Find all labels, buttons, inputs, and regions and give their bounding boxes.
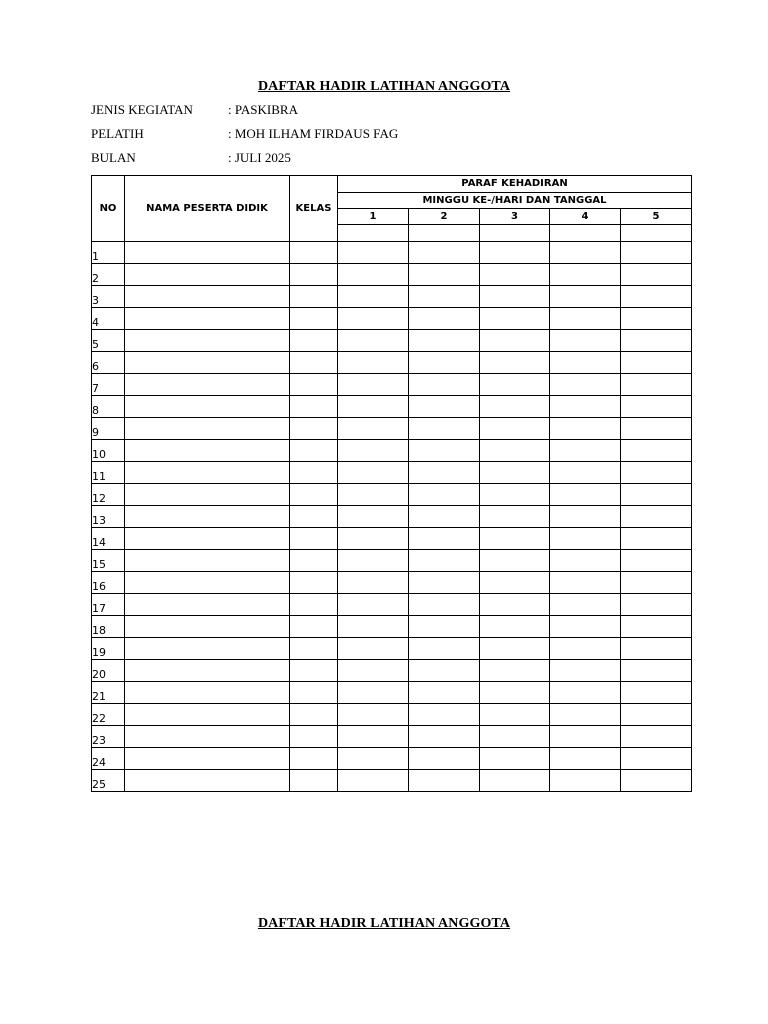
paraf-cell[interactable] [480,594,550,616]
kelas-cell[interactable] [290,308,338,330]
info-label: JENIS KEGIATAN [91,102,193,117]
paraf-cell[interactable] [409,440,480,462]
paraf-cell[interactable] [480,374,550,396]
paraf-cell[interactable] [621,308,692,330]
header-week: 1 [338,209,409,225]
kelas-cell[interactable] [290,418,338,440]
paraf-cell[interactable] [409,506,480,528]
paraf-cell[interactable] [550,704,621,726]
header-date-cell[interactable] [409,225,480,242]
row-number: 23 [92,726,125,748]
header-week: 5 [621,209,692,225]
paraf-cell[interactable] [338,242,409,264]
paraf-cell[interactable] [338,528,409,550]
table-row [92,572,692,594]
paraf-cell[interactable] [409,682,480,704]
info-value: : MOH ILHAM FIRDAUS FAG [228,126,399,141]
table-row [92,682,692,704]
paraf-cell[interactable] [409,242,480,264]
paraf-cell[interactable] [480,264,550,286]
row-number: 22 [92,704,125,726]
kelas-cell[interactable] [290,352,338,374]
paraf-cell[interactable] [480,440,550,462]
row-number: 5 [92,330,125,352]
kelas-cell[interactable] [290,594,338,616]
header-date-cell[interactable] [550,225,621,242]
paraf-cell[interactable] [550,616,621,638]
paraf-cell[interactable] [621,572,692,594]
info-label: PELATIH [91,126,144,141]
row-number: 15 [92,550,125,572]
paraf-cell[interactable] [621,374,692,396]
header-week: 4 [550,209,621,225]
name-cell[interactable] [125,550,290,572]
page-title: DAFTAR HADIR LATIHAN ANGGOTA [257,79,511,94]
name-cell[interactable] [125,396,290,418]
kelas-cell[interactable] [290,374,338,396]
row-number: 7 [92,374,125,396]
row-number: 4 [92,308,125,330]
paraf-cell[interactable] [550,396,621,418]
info-row-pelatih [91,125,591,149]
table-row [92,462,692,484]
table-row [92,242,692,264]
paraf-cell[interactable] [409,462,480,484]
paraf-cell[interactable] [550,330,621,352]
paraf-cell[interactable] [480,242,550,264]
table-row [92,638,692,660]
paraf-cell[interactable] [550,242,621,264]
paraf-cell[interactable] [621,638,692,660]
paraf-cell[interactable] [409,638,480,660]
paraf-cell[interactable] [550,264,621,286]
paraf-cell[interactable] [409,550,480,572]
paraf-cell[interactable] [550,638,621,660]
table-row [92,330,692,352]
header-date-cell[interactable] [480,225,550,242]
header-week: 3 [480,209,550,225]
paraf-cell[interactable] [550,572,621,594]
paraf-cell[interactable] [480,528,550,550]
paraf-cell[interactable] [338,330,409,352]
paraf-cell[interactable] [338,374,409,396]
paraf-cell[interactable] [621,550,692,572]
paraf-cell[interactable] [621,330,692,352]
paraf-cell[interactable] [338,660,409,682]
name-cell[interactable] [125,616,290,638]
table-row [92,396,692,418]
kelas-cell[interactable] [290,550,338,572]
kelas-cell[interactable] [290,506,338,528]
paraf-cell[interactable] [480,572,550,594]
paraf-cell[interactable] [621,264,692,286]
paraf-cell[interactable] [480,462,550,484]
table-row [92,374,692,396]
paraf-cell[interactable] [480,484,550,506]
kelas-cell[interactable] [290,770,338,792]
paraf-cell[interactable] [409,264,480,286]
paraf-cell[interactable] [621,352,692,374]
table-row [92,594,692,616]
table-row [92,770,692,792]
name-cell[interactable] [125,308,290,330]
table-row [92,726,692,748]
table-row [92,440,692,462]
paraf-cell[interactable] [480,308,550,330]
paraf-cell[interactable] [409,330,480,352]
paraf-cell[interactable] [480,704,550,726]
kelas-cell[interactable] [290,726,338,748]
paraf-cell[interactable] [550,440,621,462]
paraf-cell[interactable] [550,308,621,330]
paraf-cell[interactable] [480,418,550,440]
paraf-cell[interactable] [621,594,692,616]
name-cell[interactable] [125,726,290,748]
paraf-cell[interactable] [338,638,409,660]
paraf-cell[interactable] [409,528,480,550]
paraf-cell[interactable] [621,704,692,726]
paraf-cell[interactable] [409,770,480,792]
kelas-cell[interactable] [290,330,338,352]
name-cell[interactable] [125,374,290,396]
name-cell[interactable] [125,594,290,616]
paraf-cell[interactable] [480,286,550,308]
row-number: 2 [92,264,125,286]
info-block [91,101,591,173]
paraf-cell[interactable] [480,682,550,704]
paraf-cell[interactable] [550,682,621,704]
name-cell[interactable] [125,748,290,770]
table-row [92,308,692,330]
name-cell[interactable] [125,286,290,308]
paraf-cell[interactable] [550,726,621,748]
paraf-cell[interactable] [480,352,550,374]
name-cell[interactable] [125,660,290,682]
kelas-cell[interactable] [290,484,338,506]
paraf-cell[interactable] [621,484,692,506]
info-value: : PASKIBRA [228,102,298,117]
kelas-cell[interactable] [290,242,338,264]
paraf-cell[interactable] [621,418,692,440]
table-row [92,550,692,572]
paraf-cell[interactable] [480,616,550,638]
paraf-cell[interactable] [409,484,480,506]
paraf-cell[interactable] [621,748,692,770]
paraf-cell[interactable] [550,462,621,484]
paraf-cell[interactable] [480,396,550,418]
row-number: 16 [92,572,125,594]
header-week: 2 [409,209,480,225]
name-cell[interactable] [125,352,290,374]
row-number: 25 [92,770,125,792]
kelas-cell[interactable] [290,704,338,726]
paraf-cell[interactable] [409,704,480,726]
paraf-cell[interactable] [338,484,409,506]
kelas-cell[interactable] [290,396,338,418]
paraf-cell[interactable] [338,616,409,638]
table-row [92,484,692,506]
paraf-cell[interactable] [409,748,480,770]
paraf-cell[interactable] [338,396,409,418]
attendance-table [91,175,692,792]
header-no: NO [92,176,125,242]
paraf-cell[interactable] [409,660,480,682]
kelas-cell[interactable] [290,682,338,704]
paraf-cell[interactable] [338,704,409,726]
paraf-cell[interactable] [550,374,621,396]
paraf-cell[interactable] [621,462,692,484]
name-cell[interactable] [125,330,290,352]
paraf-cell[interactable] [621,770,692,792]
paraf-cell[interactable] [409,374,480,396]
kelas-cell[interactable] [290,660,338,682]
name-cell[interactable] [125,264,290,286]
paraf-cell[interactable] [338,726,409,748]
header-date-cell[interactable] [621,225,692,242]
row-number: 6 [92,352,125,374]
table-row [92,506,692,528]
paraf-cell[interactable] [480,748,550,770]
header-name: NAMA PESERTA DIDIK [125,176,290,242]
table-row [92,748,692,770]
paraf-cell[interactable] [621,528,692,550]
paraf-cell[interactable] [338,286,409,308]
name-cell[interactable] [125,528,290,550]
row-number: 9 [92,418,125,440]
row-number: 11 [92,462,125,484]
paraf-cell[interactable] [621,682,692,704]
paraf-cell[interactable] [338,748,409,770]
paraf-cell[interactable] [550,550,621,572]
paraf-cell[interactable] [409,396,480,418]
row-number: 1 [92,242,125,264]
paraf-cell[interactable] [480,506,550,528]
kelas-cell[interactable] [290,748,338,770]
paraf-cell[interactable] [550,418,621,440]
kelas-cell[interactable] [290,638,338,660]
info-label: BULAN [91,150,136,165]
row-number: 19 [92,638,125,660]
paraf-cell[interactable] [550,484,621,506]
row-number: 14 [92,528,125,550]
header-minggu: MINGGU KE-/HARI DAN TANGGAL [338,193,692,209]
paraf-cell[interactable] [338,308,409,330]
paraf-cell[interactable] [480,660,550,682]
paraf-cell[interactable] [621,660,692,682]
paraf-cell[interactable] [338,594,409,616]
table-row [92,616,692,638]
info-row-jenis-kegiatan [91,101,591,125]
paraf-cell[interactable] [480,330,550,352]
paraf-cell[interactable] [338,572,409,594]
paraf-cell[interactable] [550,286,621,308]
paraf-cell[interactable] [338,506,409,528]
paraf-cell[interactable] [338,440,409,462]
name-cell[interactable] [125,638,290,660]
paraf-cell[interactable] [621,506,692,528]
paraf-cell[interactable] [409,726,480,748]
row-number: 10 [92,440,125,462]
name-cell[interactable] [125,440,290,462]
page-title-repeat: DAFTAR HADIR LATIHAN ANGGOTA [257,916,511,931]
header-kelas: KELAS [290,176,338,242]
header-date-cell[interactable] [338,225,409,242]
paraf-cell[interactable] [550,594,621,616]
kelas-cell[interactable] [290,528,338,550]
kelas-cell[interactable] [290,286,338,308]
paraf-cell[interactable] [480,550,550,572]
paraf-cell[interactable] [621,396,692,418]
table-body [92,242,692,792]
table-row [92,264,692,286]
row-number: 24 [92,748,125,770]
paraf-cell[interactable] [550,770,621,792]
paraf-cell[interactable] [480,770,550,792]
kelas-cell[interactable] [290,572,338,594]
row-number: 21 [92,682,125,704]
paraf-cell[interactable] [409,594,480,616]
paraf-cell[interactable] [409,352,480,374]
paraf-cell[interactable] [480,726,550,748]
row-number: 8 [92,396,125,418]
paraf-cell[interactable] [338,418,409,440]
paraf-cell[interactable] [480,638,550,660]
table-row [92,528,692,550]
paraf-cell[interactable] [409,616,480,638]
paraf-cell[interactable] [621,726,692,748]
name-cell[interactable] [125,770,290,792]
row-number: 12 [92,484,125,506]
table-row [92,704,692,726]
info-row-bulan [91,149,591,173]
paraf-cell[interactable] [550,660,621,682]
name-cell[interactable] [125,704,290,726]
paraf-cell[interactable] [550,506,621,528]
name-cell[interactable] [125,242,290,264]
paraf-cell[interactable] [621,616,692,638]
name-cell[interactable] [125,572,290,594]
paraf-cell[interactable] [621,440,692,462]
kelas-cell[interactable] [290,264,338,286]
paraf-cell[interactable] [338,682,409,704]
paraf-cell[interactable] [338,550,409,572]
row-number: 3 [92,286,125,308]
row-number: 13 [92,506,125,528]
row-number: 20 [92,660,125,682]
paraf-cell[interactable] [338,462,409,484]
name-cell[interactable] [125,506,290,528]
name-cell[interactable] [125,682,290,704]
paraf-cell[interactable] [550,528,621,550]
paraf-cell[interactable] [409,418,480,440]
table-row [92,286,692,308]
row-number: 17 [92,594,125,616]
paraf-cell[interactable] [409,286,480,308]
paraf-cell[interactable] [550,748,621,770]
paraf-cell[interactable] [338,352,409,374]
table-row [92,418,692,440]
kelas-cell[interactable] [290,462,338,484]
name-cell[interactable] [125,462,290,484]
kelas-cell[interactable] [290,616,338,638]
paraf-cell[interactable] [550,352,621,374]
info-value: : JULI 2025 [228,150,291,165]
paraf-cell[interactable] [409,308,480,330]
header-paraf-kehadiran: PARAF KEHADIRAN [338,176,692,193]
table-row [92,352,692,374]
paraf-cell[interactable] [338,770,409,792]
paraf-cell[interactable] [621,286,692,308]
name-cell[interactable] [125,418,290,440]
row-number: 18 [92,616,125,638]
paraf-cell[interactable] [338,264,409,286]
name-cell[interactable] [125,484,290,506]
paraf-cell[interactable] [621,242,692,264]
kelas-cell[interactable] [290,440,338,462]
table-row [92,660,692,682]
paraf-cell[interactable] [409,572,480,594]
